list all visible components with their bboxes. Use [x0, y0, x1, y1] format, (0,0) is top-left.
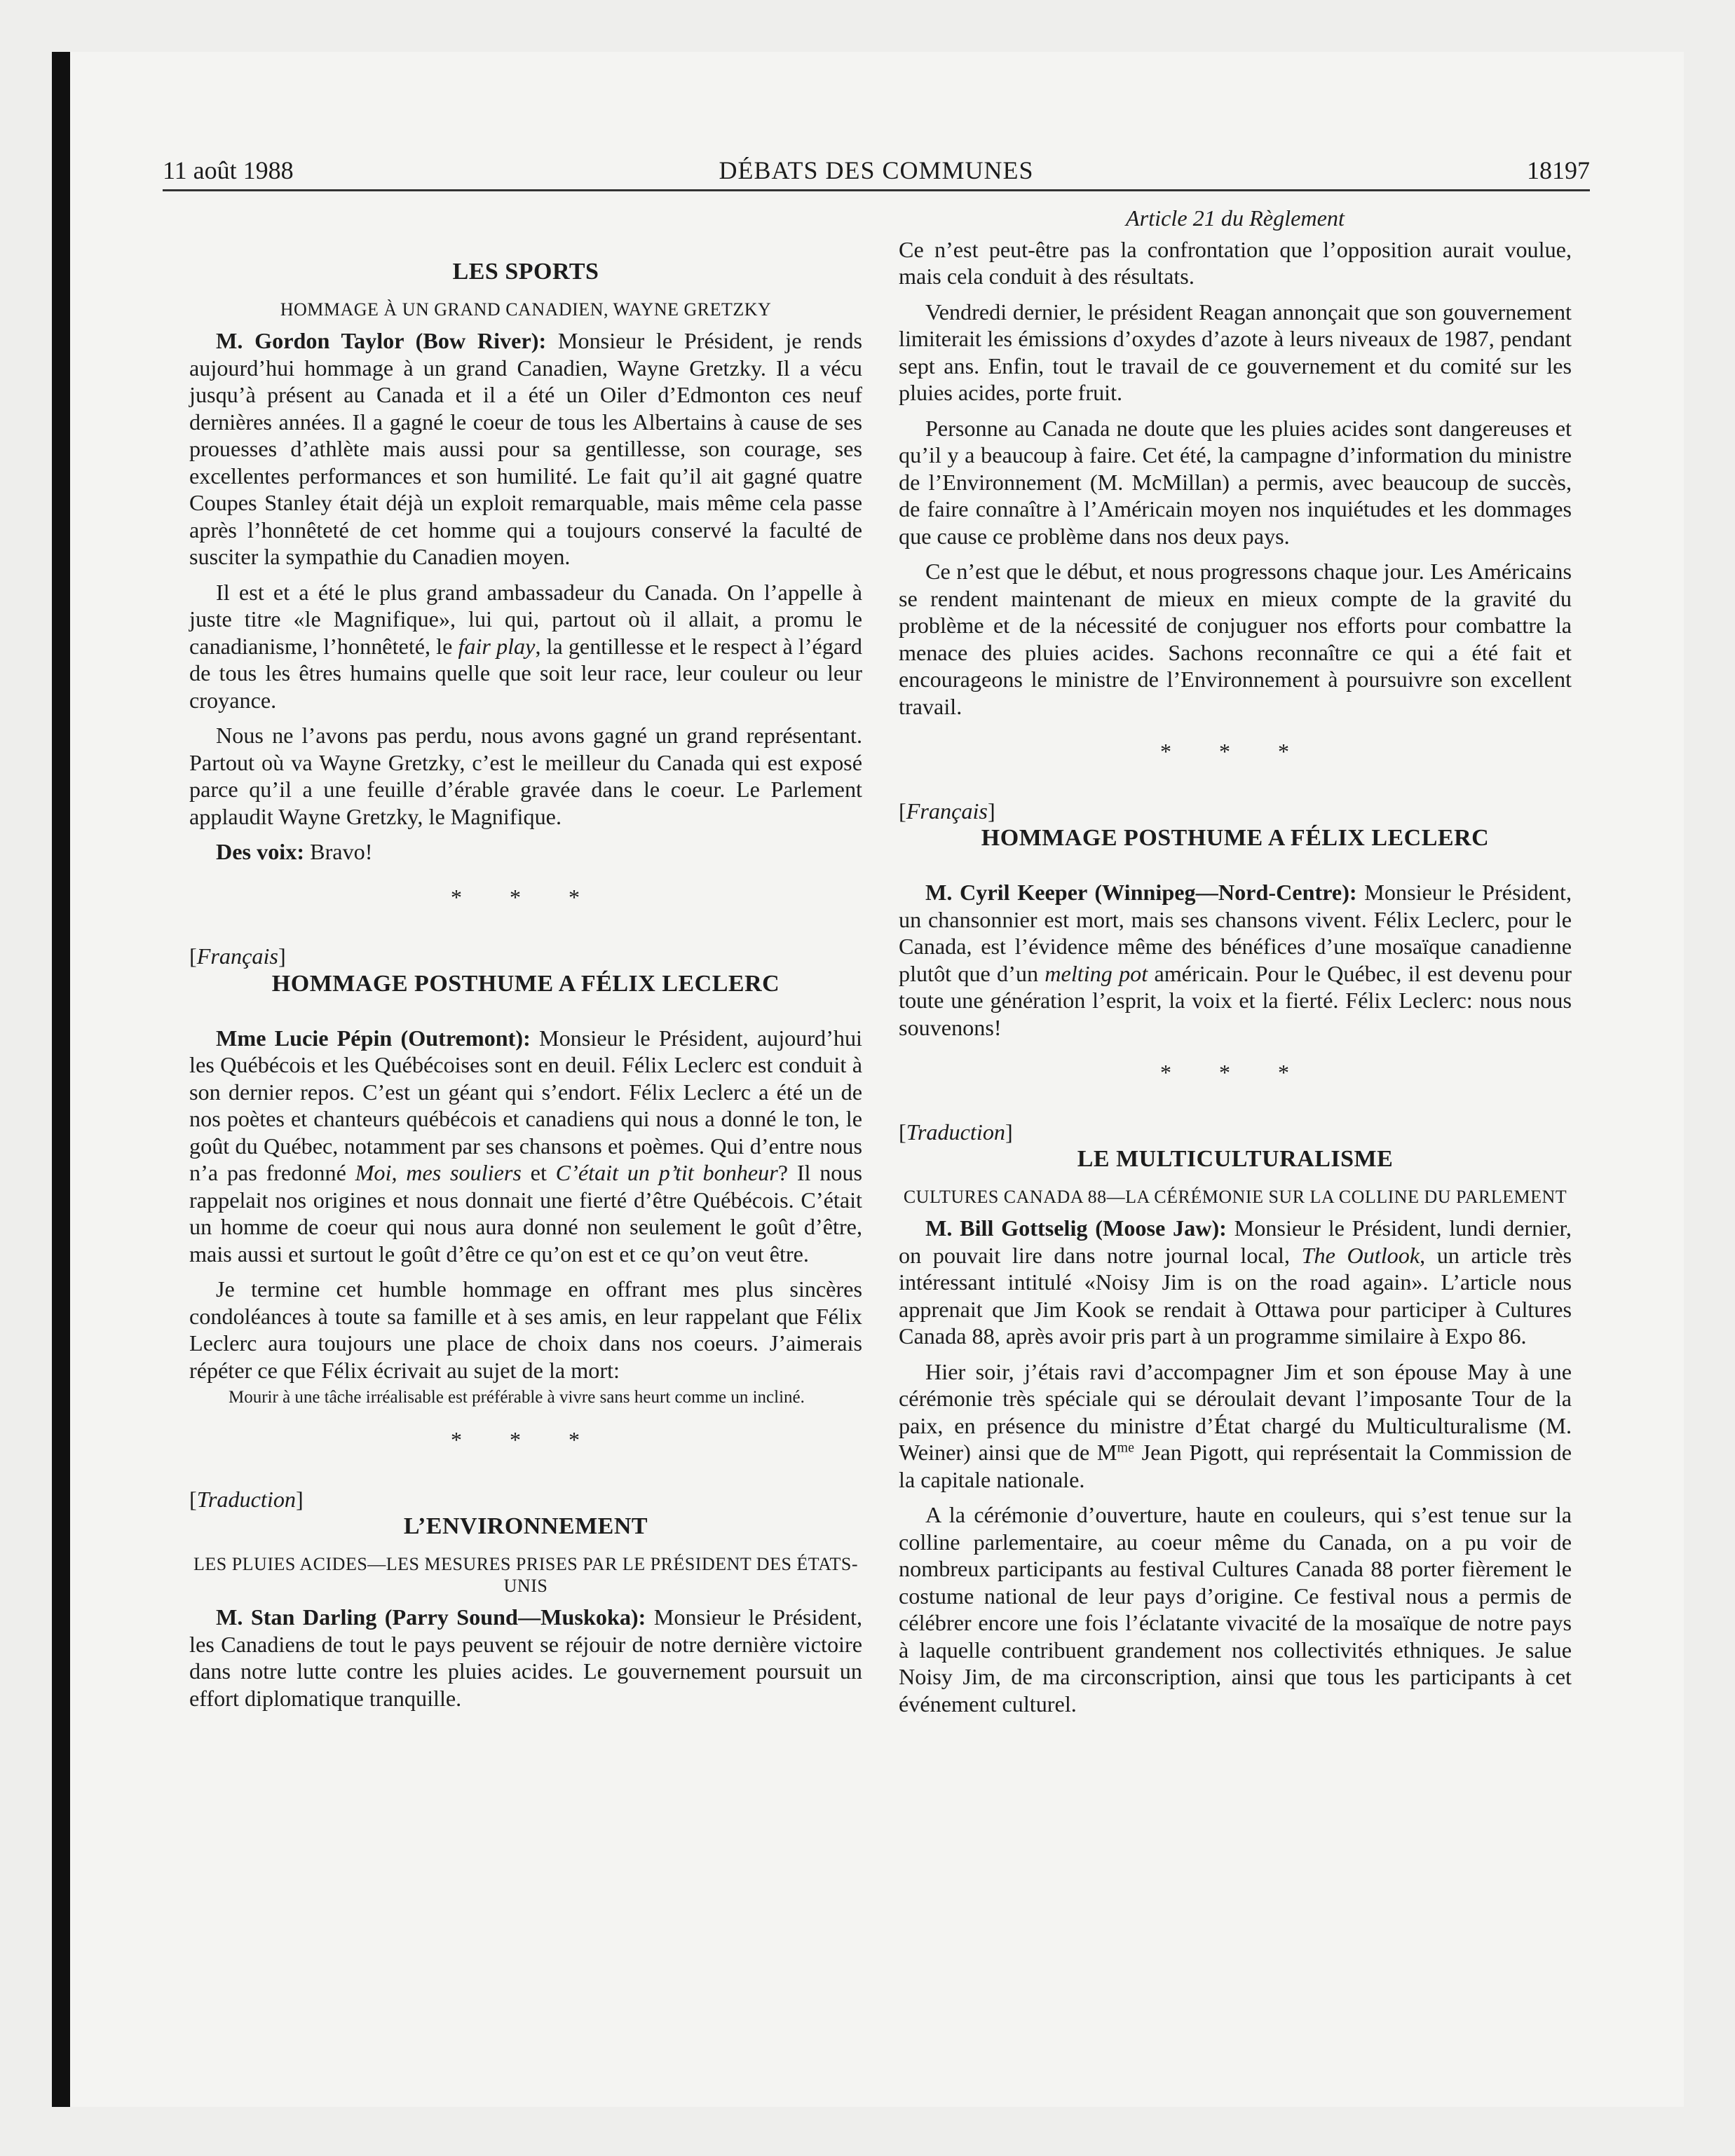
right-column [899, 205, 1572, 1726]
scan-binding-edge [52, 52, 70, 2107]
quote-leclerc: Mourir à une tâche irréalisable est préférable à vivre sans heurt comme un incliné. [229, 1388, 805, 1407]
language-tag-traduction: [Traduction] [899, 1119, 1013, 1145]
speech-darling-p4: Ce n’est que le début, et nous progressons chaque jour. Les Américains se rendent maintenant de mieux en mieux compte de la gravité du problème et de la nécessité de conjuguer nos efforts pour combattre la menace des pluies acides. Sachons reconnaître ce qui a été fait et encourageons le ministre de l’Environnement à poursuivre son excellent travail. [899, 559, 1572, 719]
language-tag-francais: [Français] [189, 943, 286, 969]
subtitle-pluies-acides: LES PLUIES ACIDES—LES MESURES PRISES PAR LE PRÉSIDENT DES ÉTATS-UNIS [193, 1554, 858, 1596]
speech-darling-p2: Vendredi dernier, le président Reagan annonçait que son gouvernement limiterait les émissions d’oxydes d’azote à leurs niveaux de 1987, pendant sept ans. Enfin, tout le travail de ce gouvernement et du comité sur les pluies acides, porte fruit. [899, 299, 1572, 405]
section-title-sports: LES SPORTS [452, 259, 599, 285]
speech-gottselig-p1: M. Bill Gottselig (Moose Jaw): Monsieur le Président, lundi dernier, on pouvait lire dans notre journal local, The Outlook, un article très intéressant intitulé «Noisy Jim is on the road again». L’article nous apprenait que Jim Kook se rendait à Ottawa pour participer à Cultures Canada 88, après avoir pris part à un programme similaire à Expo 86. [899, 1215, 1572, 1349]
speech-gottselig-p3: A la cérémonie d’ouverture, haute en couleurs, qui s’est tenue sur la colline parlementaire, au coeur même du Canada, on a pu voir de nombreux participants au festival Cultures Canada 88 porter fièrement le costume national de leur pays d’origine. Ce festival nous a permis de célébrer encore une fois l’éclatante vivacité de la mosaïque de notre pays à laquelle contribuent grandement nos collectivités ethniques. Je salue Noisy Jim, de ma circonscription, ainsi que tous les participants à cet événement culturel. [899, 1502, 1572, 1717]
header-rule [163, 189, 1590, 191]
speech-pepin-p1: Mme Lucie Pépin (Outremont): Monsieur le Président, aujourd’hui les Québécois et les Québécoises sont en deuil. Félix Leclerc est conduit à son dernier repos. C’est un géant qui s’endort. Félix Leclerc a été un de nos poètes et chanteurs québécois et canadiens qui nous a donné le ton, le goût du Québec, notamment par ses chansons et poèmes. Qui d’entre nous n’a pas fredonné Moi, mes souliers et C’était un p’tit bonheur? Il nous rappelait nos origines et nous donnait une fierté d’être Québécois. C’était un homme de coeur qui nous aura donné non seulement le goût d’être, mais aussi et surtout le goût d’être ce qu’on est et ce qu’on veut être. [189, 1025, 863, 1267]
running-header [163, 156, 1590, 191]
speech-gottselig-p2: Hier soir, j’étais ravi d’accompagner Jim et son épouse May à une cérémonie très spéciale qui se déroulait devant l’imposante Tour de la paix, en présence du ministre d’État chargé du Multiculturalisme (M. Weiner) ainsi que de $M^{me}$ Jean Pigott, qui représentait la Commission de la capitale nationale. [899, 1358, 1572, 1492]
subtitle-cultures-canada: CULTURES CANADA 88—LA CÉRÉMONIE SUR LA COLLINE DU PARLEMENT [903, 1187, 1567, 1207]
section-title-environnement: L’ENVIRONNEMENT [403, 1513, 648, 1539]
section-divider: * * * [451, 884, 601, 910]
section-title-leclerc-2: HOMMAGE POSTHUME A FÉLIX LECLERC [981, 825, 1490, 851]
speech-keeper-p1: M. Cyril Keeper (Winnipeg—Nord-Centre): Monsieur le Président, un chansonnier est mort, mais ses chansons vivent. Félix Leclerc, pour le Canada, est l’évidence même des bénéfices d’une mosaïque canadienne plutôt que d’un melting pot américain. Pour le Québec, il est devenu pour toute une génération l’esprit, la voix et la fierté. Félix Leclerc: nous nous souvenons! [899, 880, 1572, 1040]
interjection-voices: Des voix: Bravo! [216, 839, 373, 864]
article-heading: Article 21 du Règlement [1126, 205, 1345, 231]
left-column [189, 205, 862, 1720]
speaker-keeper: M. Cyril Keeper (Winnipeg—Nord-Centre): [925, 880, 1357, 905]
speech-taylor-p3: Nous ne l’avons pas perdu, nous avons gagné un grand représentant. Partout où va Wayne Gretzky, c’est le meilleur du Canada qui est exposé parce qu’il a une feuille d’érable gravée dans le coeur. Le Parlement applaudit Wayne Gretzky, le Magnifique. [189, 723, 862, 829]
speech-pepin-p2: Je termine cet humble hommage en offrant mes plus sincères condoléances à toute sa famille et à ses amis, en leur rappelant que Félix Leclerc aura toujours une place de choix dans nos coeurs. J’aimerais répéter ce que Félix écrivait au sujet de la mort: [189, 1276, 862, 1383]
speaker-taylor: M. Gordon Taylor (Bow River): [216, 328, 547, 353]
section-title-multiculturalisme: LE MULTICULTURALISME [1077, 1146, 1394, 1172]
speech-taylor-p2: Il est et a été le plus grand ambassadeur du Canada. On l’appelle à juste titre «le Magnifique», lui qui, partout où il allait, a promu le canadianisme, l’honnêteté, le fair play, la gentillesse et le respect à l’égard de tous les êtres humains quelle que soit leur race, leur couleur ou leur croyance. [189, 579, 863, 713]
speech-darling-p1: M. Stan Darling (Parry Sound—Muskoka): Monsieur le Président, les Canadiens de tout le pays peuvent se réjouir de notre dernière victoire dans notre lutte contre les pluies acides. Le gouvernement poursuit un effort diplomatique tranquille. [189, 1604, 862, 1711]
section-divider: * * * [451, 1427, 601, 1452]
section-divider: * * * [1160, 1060, 1310, 1085]
section-title-leclerc: HOMMAGE POSTHUME A FÉLIX LECLERC [271, 970, 780, 997]
speaker-pepin: Mme Lucie Pépin (Outremont): [216, 1025, 531, 1051]
header-date: 11 août 1988 [163, 156, 294, 184]
speech-taylor-p1: M. Gordon Taylor (Bow River): Monsieur le Président, je rends aujourd’hui hommage à un grand Canadien, Wayne Gretzky. Il a vécu jusqu’à présent au Canada et il a été un Oiler d’Edmonton ces neuf dernières années. Il a gagné le coeur de tous les Albertains à cause de ses prouesses d’athlète mais aussi pour sa gentillesse, son courage, ses excellentes performances et son humilité. Le fait qu’il ait gagné quatre Coupes Stanley était déjà un exploit remarquable, mais même cela passe après l’honnêteté de cet homme qui a toujours conservé la faculté de susciter la sympathie du Canadien moyen. [189, 328, 862, 569]
language-tag-traduction: [Traduction] [189, 1486, 304, 1512]
language-tag-francais: [Français] [899, 798, 995, 824]
header-page-number: 18197 [1527, 156, 1590, 184]
speaker-gottselig: M. Bill Gottselig (Moose Jaw): [925, 1215, 1227, 1241]
speech-darling-continued-p1: Ce n’est peut-être pas la confrontation que l’opposition aurait voulue, mais cela conduit à des résultats. [899, 236, 1572, 289]
speaker-darling: M. Stan Darling (Parry Sound—Muskoka): [216, 1604, 646, 1630]
speech-darling-p3: Personne au Canada ne doute que les pluies acides sont dangereuses et qu’il y a beaucoup à faire. Cet été, la campagne d’information du ministre de l’Environnement (M. McMillan) a permis, avec beaucoup de succès, de faire connaître à l’Américain moyen nos inquiétudes et les dommages que cause ce problème dans nos deux pays. [899, 415, 1572, 549]
subtitle-gretzky: HOMMAGE À UN GRAND CANADIEN, WAYNE GRETZKY [280, 299, 772, 320]
header-title: DÉBATS DES COMMUNES [719, 156, 1034, 184]
section-divider: * * * [1160, 739, 1310, 764]
